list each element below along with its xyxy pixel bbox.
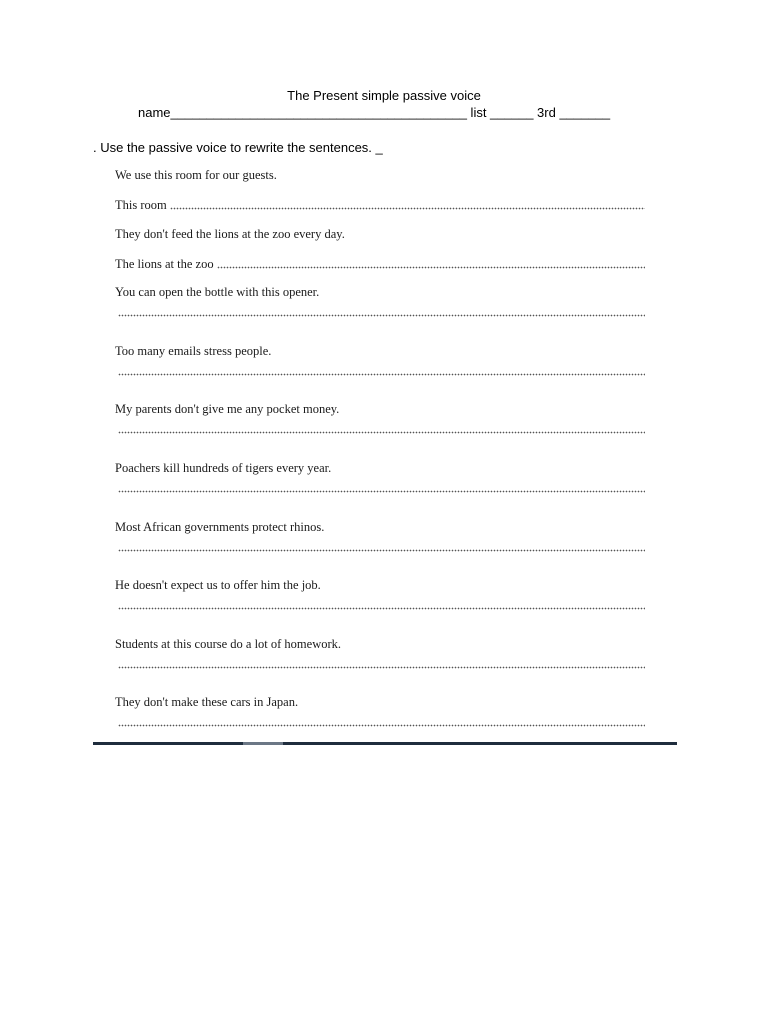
exercise-list [115,163,645,749]
dotted-line [118,549,645,552]
bottom-rule [93,742,677,745]
answer-line [115,431,645,437]
answer-prefix: The lions at the zoo [115,256,214,271]
exercise-sentence: He doesn't expect us to offer him the job. [115,578,321,593]
dotted-line [118,373,645,376]
dotted-line [118,724,645,727]
name-list-line: name_________________________________________ list ______ 3rd _______ [138,105,611,120]
answer-line [115,607,645,613]
answer-line [115,666,645,672]
worksheet-title: The Present simple passive voice [287,88,481,103]
answer-line [115,373,645,379]
answer-line [115,724,645,730]
exercise-sentence: Most African governments protect rhinos. [115,519,325,534]
dotted-line [217,266,645,269]
exercise-sentence: Students at this course do a lot of homework. [115,636,342,651]
exercise-item [115,280,645,339]
exercise-sentence: We use this room for our guests. [115,168,277,182]
exercise-item [115,573,645,632]
exercise-sentence: Poachers kill hundreds of tigers every year. [115,460,332,475]
exercise-sentence: My parents don't give me any pocket money. [115,402,340,417]
exercise-item [115,515,645,574]
exercise-item [115,222,645,281]
dotted-line [118,431,645,434]
instruction-text: . Use the passive voice to rewrite the sentences. _ [93,140,383,155]
dotted-line [118,490,645,493]
exercise-sentence: You can open the bottle with this opener. [115,285,320,300]
exercise-item [115,163,645,222]
exercise-item [115,339,645,398]
exercise-item [115,456,645,515]
exercise-sentence: They don't feed the lions at the zoo every day. [115,226,345,241]
dotted-line [118,314,645,317]
answer-line [115,197,645,213]
answer-line [115,256,645,272]
exercise-item [115,690,645,749]
answer-prefix: This room [115,198,167,212]
exercise-item [115,397,645,456]
exercise-sentence: They don't make these cars in Japan. [115,695,299,710]
exercise-sentence: Too many emails stress people. [115,343,272,358]
answer-line [115,549,645,555]
dotted-line [118,607,645,610]
answer-line [115,314,645,320]
exercise-item [115,632,645,691]
dotted-line [118,666,645,669]
answer-line [115,490,645,496]
rule-highlight [243,742,283,745]
dotted-line [170,207,645,210]
